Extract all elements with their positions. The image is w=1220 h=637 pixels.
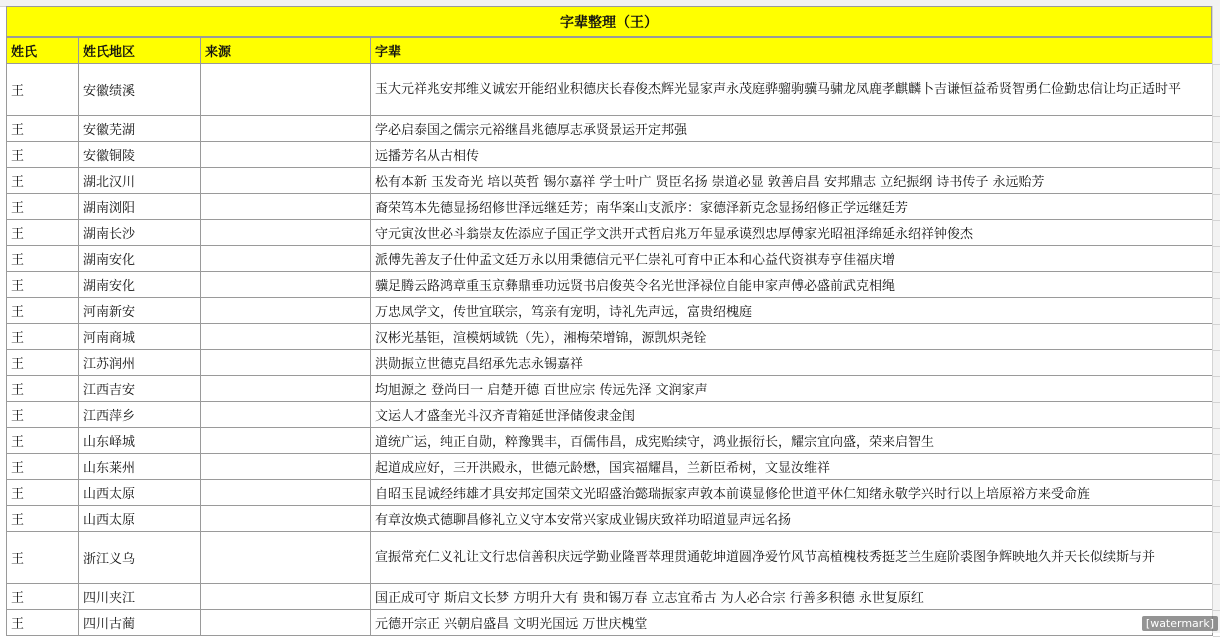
header-surname[interactable]: 姓氏 (7, 38, 79, 64)
row-divider (1213, 376, 1220, 377)
region-cell[interactable]: 四川夹江 (79, 584, 201, 610)
source-cell[interactable] (201, 610, 371, 636)
region-cell[interactable]: 湖南浏阳 (79, 194, 201, 220)
table-row (7, 194, 1213, 220)
surname-cell[interactable]: 王 (7, 610, 79, 636)
generation-cell[interactable]: 宣振常充仁义礼让文行忠信善积庆远学勤业隆晋萃理贯通乾坤道圆净爱竹风节高植槐枝秀挺芝兰生庭阶裘图争辉映地久并天长似续斯与并 (371, 532, 1213, 584)
generation-cell[interactable]: 万忠凤学文，传世宜联宗，笃亲有宠明，诗礼先声远，富贵绍槐庭 (371, 298, 1213, 324)
surname-cell[interactable]: 王 (7, 402, 79, 428)
row-divider (1213, 610, 1220, 611)
source-cell[interactable] (201, 376, 371, 402)
table-row (7, 584, 1213, 610)
surname-cell[interactable]: 王 (7, 64, 79, 116)
table-row (7, 480, 1213, 506)
source-cell[interactable] (201, 246, 371, 272)
generation-cell[interactable]: 有章汝焕式德聊昌修礼立义守本安常兴家成业锡庆致祥功昭道显声远名扬 (371, 506, 1213, 532)
table-row (7, 428, 1213, 454)
surname-cell[interactable]: 王 (7, 376, 79, 402)
region-cell[interactable]: 浙江义乌 (79, 532, 201, 584)
region-cell[interactable]: 山西太原 (79, 506, 201, 532)
header-generation[interactable]: 字辈 (371, 38, 1213, 64)
generation-cell[interactable]: 起道成应好，三开洪殿永，世德元龄懋，国宾福耀昌，兰新臣希树，文显汝维祥 (371, 454, 1213, 480)
table-row (7, 454, 1213, 480)
generation-cell[interactable]: 玉大元祥兆安邦维义诚宏开能绍业积德庆长春俊杰辉光显家声永茂庭骅骝驹骥马骕龙凤鹿孝麒麟卜吉谦恒益希贤智勇仁俭勤忠信让均正适时平 (371, 64, 1213, 116)
generation-cell[interactable]: 道统广运，纯正自勋，粹豫巽丰，百儒伟昌，成宪贻续守，鸿业振衍长，耀宗宜向盛，荣来启智生 (371, 428, 1213, 454)
source-cell[interactable] (201, 64, 371, 116)
generation-cell[interactable]: 元德开宗正 兴朝启盛昌 文明光国远 万世庆槐堂 (371, 610, 1213, 636)
row-divider (1213, 532, 1220, 533)
row-divider (1213, 142, 1220, 143)
generation-cell[interactable]: 远播芳名从古相传 (371, 142, 1213, 168)
surname-cell[interactable]: 王 (7, 168, 79, 194)
surname-cell[interactable]: 王 (7, 116, 79, 142)
surname-cell[interactable]: 王 (7, 480, 79, 506)
table-row (7, 350, 1213, 376)
region-cell[interactable]: 河南新安 (79, 298, 201, 324)
surname-cell[interactable]: 王 (7, 428, 79, 454)
row-divider (1213, 636, 1220, 637)
surname-cell[interactable]: 王 (7, 324, 79, 350)
surname-cell[interactable]: 王 (7, 532, 79, 584)
row-divider (1213, 350, 1220, 351)
row-divider (1213, 584, 1220, 585)
region-cell[interactable]: 湖南长沙 (79, 220, 201, 246)
generation-cell[interactable]: 自昭玉昆诚经纬雄才具安邦定国荣文光昭盛治懿瑞振家声敦本前谟显修伦世道平休仁知绪永敬学兴时行以上培原裕方来受命旌 (371, 480, 1213, 506)
watermark: [watermark] (1142, 616, 1218, 631)
row-divider (1213, 402, 1220, 403)
table-row (7, 610, 1213, 636)
right-edge-strip (1212, 6, 1220, 633)
row-divider (1213, 64, 1220, 65)
table-row (7, 64, 1213, 116)
table-row (7, 376, 1213, 402)
table-body (7, 64, 1213, 636)
table-row (7, 220, 1213, 246)
table-row (7, 246, 1213, 272)
region-cell[interactable]: 河南商城 (79, 324, 201, 350)
surname-cell[interactable]: 王 (7, 584, 79, 610)
source-cell[interactable] (201, 584, 371, 610)
source-cell[interactable] (201, 428, 371, 454)
row-divider (1213, 506, 1220, 507)
table-row (7, 116, 1213, 142)
region-cell[interactable]: 江西吉安 (79, 376, 201, 402)
region-cell[interactable]: 湖北汉川 (79, 168, 201, 194)
surname-cell[interactable]: 王 (7, 506, 79, 532)
surname-cell[interactable]: 王 (7, 194, 79, 220)
row-divider (1213, 428, 1220, 429)
generation-cell[interactable]: 均旭源之 登尚曰一 启楚开德 百世应宗 传远先泽 文润家声 (371, 376, 1213, 402)
header-region[interactable]: 姓氏地区 (79, 38, 201, 64)
surname-cell[interactable]: 王 (7, 350, 79, 376)
row-divider (1213, 168, 1220, 169)
source-cell[interactable] (201, 350, 371, 376)
header-source[interactable]: 来源 (201, 38, 371, 64)
table-row (7, 506, 1213, 532)
region-cell[interactable]: 山西太原 (79, 480, 201, 506)
source-cell[interactable] (201, 272, 371, 298)
surname-cell[interactable]: 王 (7, 272, 79, 298)
row-divider (1213, 272, 1220, 273)
generation-cell[interactable]: 松有本新 玉发奇光 培以英哲 锡尔嘉祥 学士叶广 贤臣名扬 崇道必显 敦善启昌 安邦鼎志 立纪振纲 诗书传子 永远贻芳 (371, 168, 1213, 194)
source-cell[interactable] (201, 220, 371, 246)
row-divider (1213, 324, 1220, 325)
table-row (7, 298, 1213, 324)
generation-cell[interactable]: 汉彬光基钜，渲模炳域铣（先），湘梅荣增锦，源凯炽尧铨 (371, 324, 1213, 350)
generation-cell[interactable]: 派傅先善友子仕仲孟文廷万永以用秉德信元平仁崇礼可育中正本和心益代资祺寿亨佳福庆增 (371, 246, 1213, 272)
region-cell[interactable]: 安徽铜陵 (79, 142, 201, 168)
row-divider (1213, 454, 1220, 455)
generation-cell[interactable]: 守元寅汝世必斗翁崇友佐添应子国正学文洪开式哲启兆万年显承谟烈忠厚傅家光昭祖泽绵延永绍祥钟俊杰 (371, 220, 1213, 246)
generation-cell[interactable]: 骥足腾云路鸿章重玉京彝鼎垂功远贤书启俊英令名光世泽禄位自能申家声傅必盛前武克相绳 (371, 272, 1213, 298)
sheet-title-cell[interactable]: 字辈整理（王） (6, 6, 1212, 37)
region-cell[interactable]: 湖南安化 (79, 272, 201, 298)
generation-cell[interactable]: 文运人才盛奎光斗汉齐青箱延世泽储俊隶金闺 (371, 402, 1213, 428)
region-cell[interactable]: 江苏润州 (79, 350, 201, 376)
source-cell[interactable] (201, 116, 371, 142)
row-divider (1213, 298, 1220, 299)
generation-cell[interactable]: 裔荣笃本先德显扬绍修世泽远继廷芳；南华案山支派序：家德泽新克念显扬绍修正学远继廷芳 (371, 194, 1213, 220)
region-cell[interactable]: 安徽绩溪 (79, 64, 201, 116)
source-cell[interactable] (201, 480, 371, 506)
row-divider (1213, 246, 1220, 247)
table-row (7, 402, 1213, 428)
surname-cell[interactable]: 王 (7, 142, 79, 168)
surname-cell[interactable]: 王 (7, 454, 79, 480)
table-row (7, 142, 1213, 168)
region-cell[interactable]: 四川古蔺 (79, 610, 201, 636)
generation-cell[interactable]: 国正成可守 斯启文长梦 方明升大有 贵和锡万春 立志宜希古 为人必合宗 行善多积德 永世复原红 (371, 584, 1213, 610)
surname-cell[interactable]: 王 (7, 246, 79, 272)
region-cell[interactable]: 江西萍乡 (79, 402, 201, 428)
table-row (7, 168, 1213, 194)
row-divider (1213, 220, 1220, 221)
source-cell[interactable] (201, 454, 371, 480)
source-cell[interactable] (201, 402, 371, 428)
table-row (7, 324, 1213, 350)
source-cell[interactable] (201, 506, 371, 532)
table-row (7, 272, 1213, 298)
header-row (7, 38, 1213, 64)
source-cell[interactable] (201, 142, 371, 168)
generation-cell[interactable]: 学必启泰国之儒宗元裕继昌兆德厚志承贤景运开定邦强 (371, 116, 1213, 142)
surname-cell[interactable]: 王 (7, 298, 79, 324)
source-cell[interactable] (201, 324, 371, 350)
row-divider (1213, 480, 1220, 481)
row-divider (1213, 116, 1220, 117)
source-cell[interactable] (201, 168, 371, 194)
surname-cell[interactable]: 王 (7, 220, 79, 246)
region-cell[interactable]: 山东峄城 (79, 428, 201, 454)
source-cell[interactable] (201, 532, 371, 584)
table-row (7, 532, 1213, 584)
source-cell[interactable] (201, 298, 371, 324)
surname-generation-table (6, 37, 1213, 636)
source-cell[interactable] (201, 194, 371, 220)
row-divider (1213, 194, 1220, 195)
region-cell[interactable]: 湖南安化 (79, 246, 201, 272)
region-cell[interactable]: 安徽芜湖 (79, 116, 201, 142)
generation-cell[interactable]: 洪勋振立世德克昌绍承先志永锡嘉祥 (371, 350, 1213, 376)
region-cell[interactable]: 山东莱州 (79, 454, 201, 480)
